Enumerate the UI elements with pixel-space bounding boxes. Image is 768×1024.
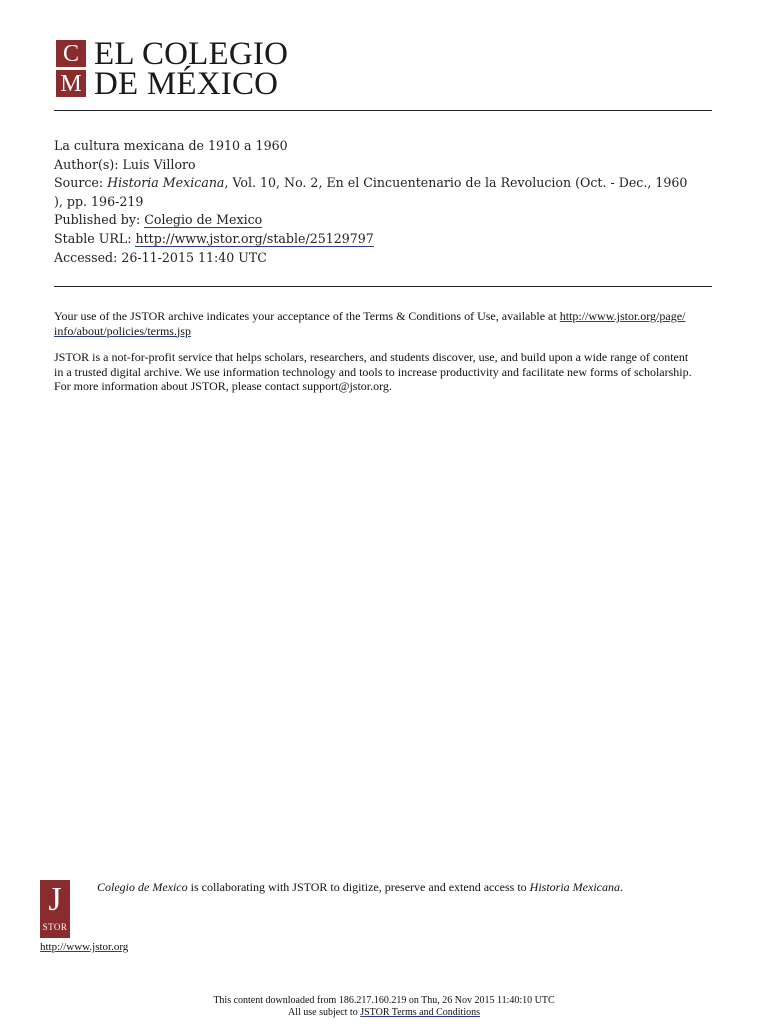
- jstor-logo-word: STOR: [42, 922, 68, 932]
- publisher-label: Published by:: [54, 212, 141, 228]
- terms-text: Your use of the JSTOR archive indicates your acceptance of the Terms & Conditions of Use, available at: [54, 309, 560, 323]
- citation-block: [54, 137, 724, 267]
- top-divider: [54, 110, 712, 111]
- jstor-notice: [54, 309, 714, 406]
- jstor-logo[interactable]: [40, 880, 70, 938]
- el-colegio-logo: [56, 36, 289, 102]
- jstor-homepage-link[interactable]: http://www.jstor.org: [40, 941, 129, 953]
- accessed-line: [54, 249, 724, 268]
- stable-url-line: [54, 230, 724, 249]
- collab-text: is collaborating with JSTOR to digitize, preserve and extend access to: [187, 880, 530, 894]
- terms-conditions-link[interactable]: JSTOR Terms and Conditions: [360, 1006, 480, 1018]
- accessed-label: Accessed:: [54, 249, 118, 265]
- collaboration-statement: [97, 880, 623, 895]
- author-line: [54, 156, 724, 175]
- middle-divider: [54, 286, 712, 287]
- logo-wordmark: [94, 36, 289, 102]
- terms-footer: [0, 1007, 768, 1019]
- publisher-line: [54, 211, 724, 230]
- source-label: Source:: [54, 175, 104, 191]
- cm-monogram: [56, 40, 86, 97]
- terms-paragraph: [54, 309, 714, 338]
- accessed-date: 26-11-2015 11:40 UTC: [121, 249, 267, 265]
- logo-line-2: DE MÉXICO: [94, 66, 279, 102]
- jstor-homepage: [40, 941, 128, 953]
- author-name: Luis Villoro: [122, 156, 196, 172]
- jstor-logo-letter: J: [48, 881, 62, 918]
- terms-footer-prefix: All use subject to: [288, 1006, 361, 1018]
- author-label: Author(s):: [54, 156, 119, 172]
- stable-url-link[interactable]: http://www.jstor.org/stable/25129797: [135, 230, 374, 246]
- download-info: This content downloaded from 186.217.160.219 on Thu, 26 Nov 2015 11:40:10 UTC: [213, 995, 555, 1006]
- source-pages: ), pp. 196-219: [54, 193, 144, 209]
- about-line-2: in a trusted digital archive. We use information technology and tools to increase productivity and facilitate new forms of scholarship.: [54, 364, 692, 379]
- collab-journal: Historia Mexicana: [529, 880, 620, 894]
- publisher-link[interactable]: Colegio de Mexico: [144, 212, 263, 228]
- monogram-m: M: [56, 70, 86, 97]
- download-footer: [0, 995, 768, 1018]
- about-line-3: For more information about JSTOR, please contact support@jstor.org.: [54, 379, 392, 393]
- monogram-c: C: [56, 40, 86, 67]
- collab-publisher: Colegio de Mexico: [97, 880, 188, 894]
- source-line: [54, 174, 724, 193]
- about-paragraph: [54, 350, 714, 394]
- about-line-1: JSTOR is a not-for-profit service that helps scholars, researchers, and students discover, use, and build upon a wide range of content: [54, 350, 689, 364]
- stable-url-label: Stable URL:: [54, 230, 132, 246]
- source-journal: Historia Mexicana: [107, 175, 225, 191]
- logo-line-1: EL COLEGIO: [94, 36, 289, 72]
- terms-link[interactable]: http://www.jstor.org/page/: [559, 309, 686, 323]
- article-title: La cultura mexicana de 1910 a 1960: [54, 138, 288, 153]
- source-details: , Vol. 10, No. 2, En el Cincuentenario de la Revolucion (Oct. - Dec., 1960: [224, 175, 688, 191]
- collab-end: .: [620, 880, 623, 894]
- terms-link-continued[interactable]: info/about/policies/terms.jsp: [54, 323, 191, 338]
